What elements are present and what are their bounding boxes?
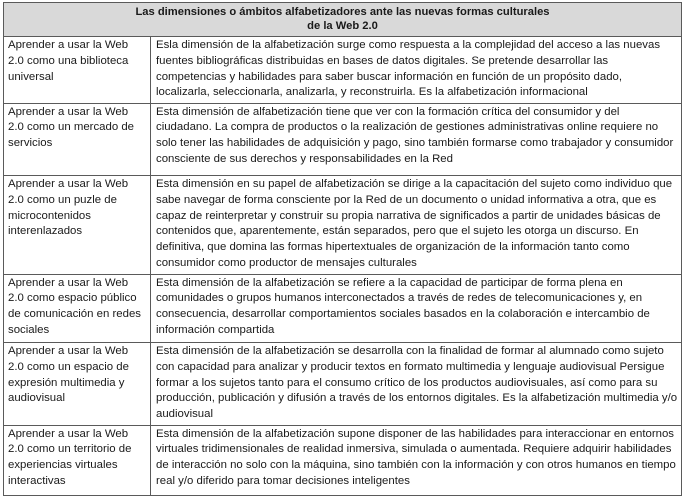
table-title — [4, 3, 682, 37]
dimension-cell: Aprender a usar la Web 2.0 como espacio público de comunicación en redes sociales — [4, 274, 151, 342]
dimension-cell: Aprender a usar la Web 2.0 como un mercado de servicios — [4, 103, 151, 175]
description-cell: Esta dimensión de la alfabetización supone disponer de las habilidades para interaccionar en entornos virtuales tridimensionales de realidad inmersiva, simulada o aumentada. Requiere adquirir habilidades de interacción no solo con la máquina, sino también con la información y con otros humanos en tiempo real y/o diferido para tomar decisiones inteligentes — [151, 425, 682, 495]
table-row — [4, 103, 682, 175]
description-cell: Esla dimensión de la alfabetización surge como respuesta a la complejidad del acceso a las nuevas fuentes bibliográficas distribuidas en bases de datos digitales. Se pretende desarrollar las competencias y habilidades para saber buscar información en función de un propósito dado, localizarla, seleccionarla, analizarla, y reconstruirla. Es la alfabetización informacional — [151, 37, 682, 104]
description-cell: Esta dimensión de la alfabetización se refiere a la capacidad de participar de forma plena en comunidades o grupos humanos interconectados a través de redes de telecomunicaciones y, en consecuencia, desarrollar comportamientos sociales basados en la colaboración e intercambio de información compartida — [151, 274, 682, 342]
description-cell: Esta dimensión de la alfabetización se desarrolla con la finalidad de formar al alumnado como sujeto con capacidad para analizar y producir textos en formato multimedia y lenguaje audiovisual Persigue formar a los sujetos tanto para el consumo crítico de los productos audiovisuales, así como para su producción, publicación y difusión a través de los entornos digitales. Es la alfabetización multimedia y/o audiovisual — [151, 343, 682, 426]
table-title-line-1: Las dimensiones o ámbitos alfabetizadores ante las nuevas formas culturales — [135, 6, 550, 18]
dimension-cell: Aprender a usar la Web 2.0 como un territorio de experiencias virtuales interactivas — [4, 425, 151, 495]
table-row — [4, 343, 682, 426]
dimensions-table — [3, 2, 682, 496]
dimension-cell: Aprender a usar la Web 2.0 como una biblioteca universal — [4, 37, 151, 104]
dimension-cell: Aprender a usar la Web 2.0 como un espacio de expresión multimedia y audiovisual — [4, 343, 151, 426]
table-header-row — [4, 3, 682, 37]
table-title-line-2: de la Web 2.0 — [307, 20, 378, 33]
dimension-cell: Aprender a usar la Web 2.0 como un puzle de microcontenidos interenlazados — [4, 176, 151, 275]
description-cell: Esta dimensión de alfabetización tiene que ver con la formación crítica del consumidor y del ciudadano. La compra de productos o la realización de gestiones administrativas online requiere no solo tener las habilidades de adquisición y pago, sino también formarse como trabajador y consumidor consciente de sus derechos y responsabilidades en la Red — [151, 103, 682, 175]
table-row — [4, 274, 682, 342]
description-cell: Esta dimensión en su papel de alfabetización se dirige a la capacitación del sujeto como individuo que sabe navegar de forma consciente por la Red de un documento o unidad informativa a otra, que es capaz de reinterpretar y construir su propia narrativa de significados a partir de unidades básicas de contenidos que, aparentemente, están separados, pero que el sujeto les otorga un discurso. En definitiva, que domina las formas hipertextuales de organización de la información tanto como consumidor como productor de mensajes culturales — [151, 176, 682, 275]
table-row — [4, 425, 682, 495]
table-row — [4, 37, 682, 104]
table-row — [4, 176, 682, 275]
